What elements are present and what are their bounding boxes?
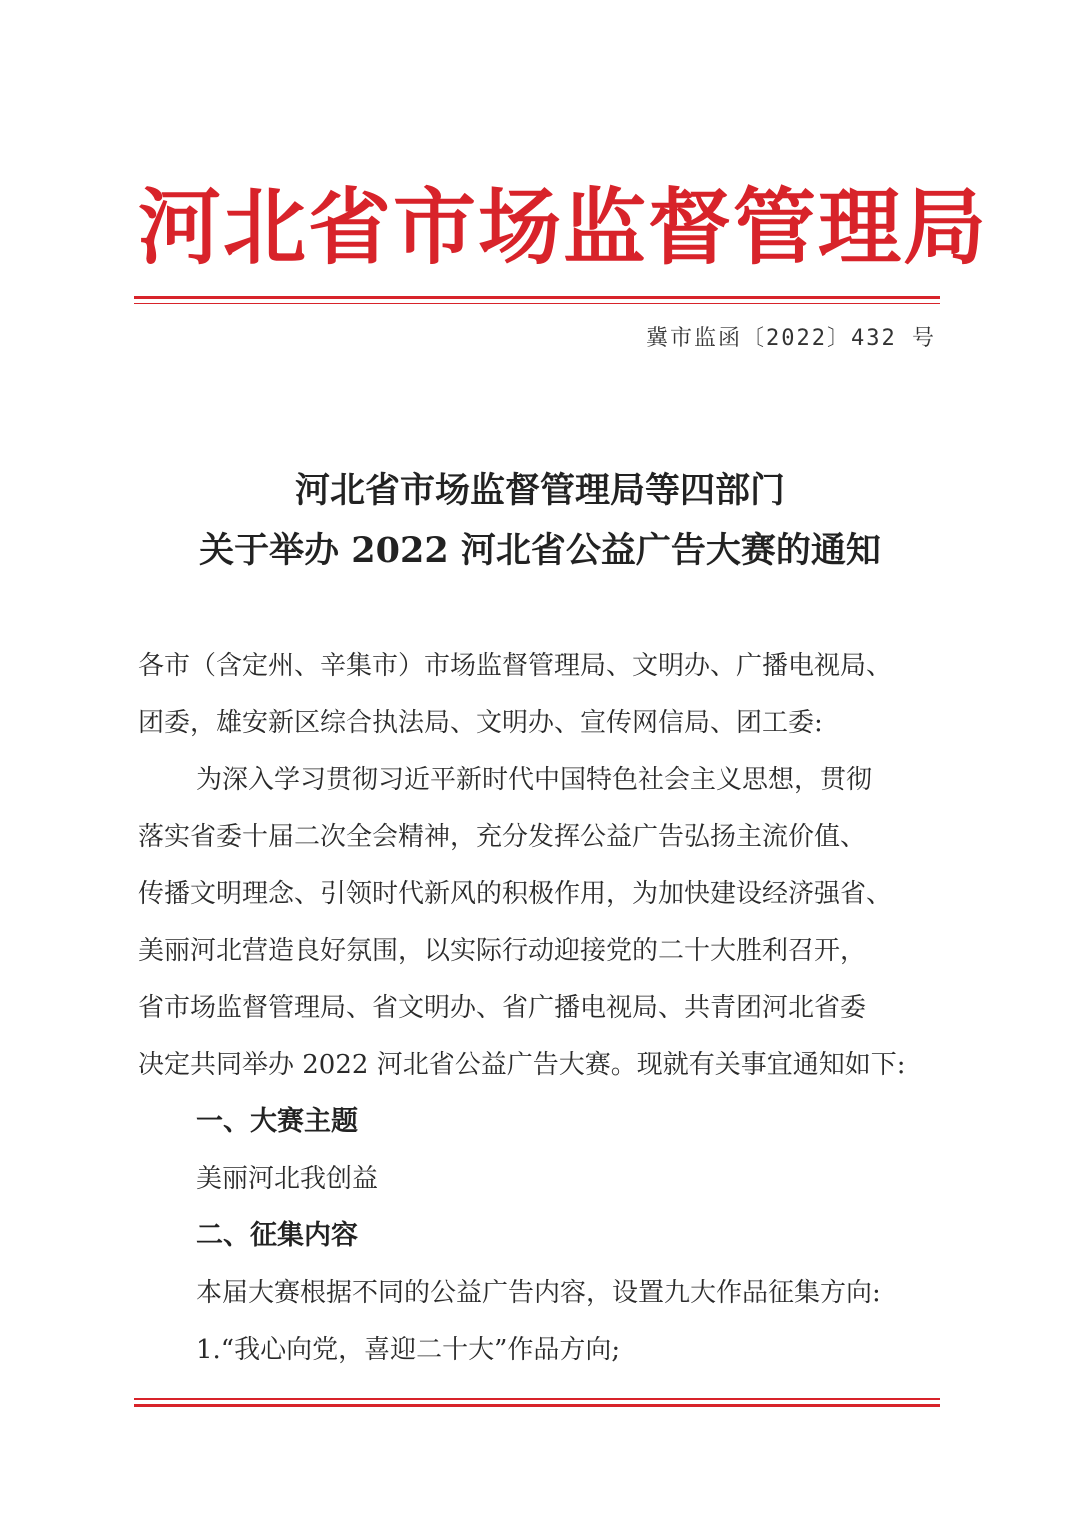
intro-line-4: 美丽河北营造良好氛围，以实际行动迎接党的二十大胜利召开，: [138, 936, 867, 966]
section-2-content: 本届大赛根据不同的公益广告内容，设置九大作品征集方向:: [196, 1278, 881, 1308]
intro-line-3: 传播文明理念、引领时代新风的积极作用，为加快建设经济强省、: [138, 879, 893, 909]
notice-title-line-1: 河北省市场监督管理局等四部门: [294, 470, 785, 511]
intro-line-5: 省市场监督管理局、省文明办、省广播电视局、共青团河北省委: [138, 993, 867, 1023]
footer-red-rule-thick: [134, 1404, 940, 1407]
agency-masthead: 河北省市场监督管理局: [138, 178, 988, 276]
document-number: 冀市监函〔2022〕432 号: [646, 326, 936, 351]
masthead-red-rule-thin: [134, 303, 940, 304]
intro-line-2: 落实省委十届二次全会精神，充分发挥公益广告弘扬主流价值、: [138, 822, 867, 852]
section-1-heading: 一、大赛主题: [196, 1106, 358, 1137]
masthead-red-rule: [134, 296, 940, 299]
intro-line-1: 为深入学习贯彻习近平新时代中国特色社会主义思想，贯彻: [196, 765, 873, 795]
footer-red-rule: [134, 1398, 940, 1400]
addressee-line-2: 团委，雄安新区综合执法局、文明办、宣传网信局、团工委:: [138, 708, 823, 738]
addressee-line-1: 各市（含定州、辛集市）市场监督管理局、文明办、广播电视局、: [138, 651, 893, 681]
notice-title-line-2: 关于举办 2022 河北省公益广告大赛的通知: [199, 530, 881, 571]
section-2-heading: 二、征集内容: [196, 1220, 358, 1251]
section-1-content: 美丽河北我创益: [196, 1164, 379, 1194]
intro-line-6: 决定共同举办 2022 河北省公益广告大赛。现就有关事宜通知如下:: [138, 1050, 906, 1080]
section-2-item-1: 1.“我心向党，喜迎二十大”作品方向;: [196, 1335, 621, 1365]
